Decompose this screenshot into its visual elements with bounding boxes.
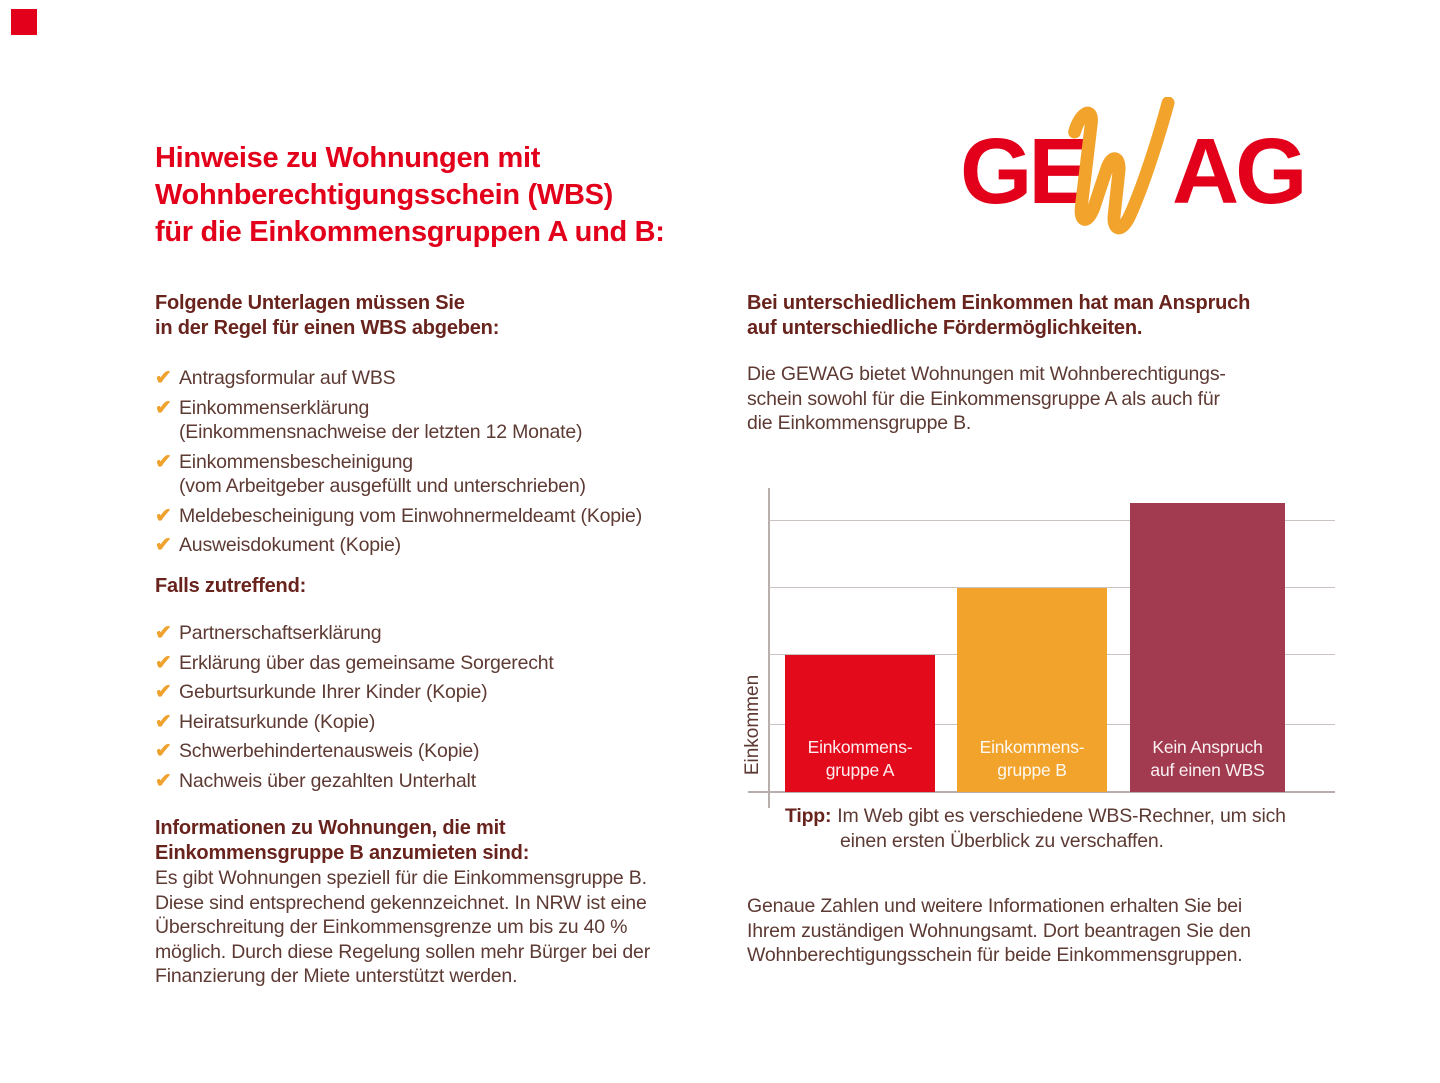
chart-bar-label: Einkommens- gruppe A [807,737,913,780]
check-icon: ✔ [155,396,172,419]
check-icon: ✔ [155,651,172,674]
chart-y-axis-label: Einkommen [742,674,763,776]
logo-text-ge: GE [960,119,1087,223]
section-heading-informationen: Informationen zu Wohnungen, die mit Einkommensgruppe B anzumieten sind: [155,817,530,864]
page-title-line: für die Einkommensgruppen A und B: [155,216,665,248]
checklist-falls-zutreffend [155,621,755,798]
chart-bar-label: Einkommens- gruppe B [979,737,1085,780]
list-item: ✔ Nachweis über gezahlten Unterhalt [155,769,476,792]
gewag-logo [960,97,1305,249]
list-item: ✔ Ausweisdokument (Kopie) [155,534,401,556]
check-icon: ✔ [155,740,172,762]
list-item: ✔ Erklärung über das gemeinsame Sorgerecht [155,651,554,674]
list-item: ✔ Einkommenserklärung (Einkommensnachweise der letzten 12 Monate) [155,396,583,443]
check-icon: ✔ [155,710,172,733]
chart-bar-label: Kein Anspruch auf einen WBS [1150,737,1265,780]
page-title-line: Wohnberechtigungsschein (WBS) [155,179,613,211]
chart-bar-2 [957,588,1107,792]
chart-y-axis-line [768,488,770,808]
check-icon: ✔ [155,504,172,527]
check-icon: ✔ [155,769,172,792]
page-title [155,140,665,251]
list-item: ✔ Antragsformular auf WBS [155,367,396,389]
checklist-unterlagen [155,366,755,563]
check-icon: ✔ [155,622,172,644]
check-icon: ✔ [155,450,172,473]
check-icon: ✔ [155,681,172,703]
paragraph-genaue-zahlen: Genaue Zahlen und weitere Informationen erhalten Sie bei Ihrem zuständigen Wohnungsamt. Dort beantragen Sie den Wohnberechtigungsschein für beide Einkommensgruppen. [747,895,1251,966]
logo-w-icon [1060,97,1178,249]
paragraph-einkommensgruppe-b: Es gibt Wohnungen speziell für die Einkommensgruppe B. Diese sind entsprechend gekennzeichnet. In NRW ist eine Überschreitung der Einkommensgrenze um bis zu 40 % möglich. Durch diese Regelung sollen mehr Bürger bei der Finanzierung der Miete unterstützt werden. [155,867,650,987]
paragraph-gewag-bietet: Die GEWAG bietet Wohnungen mit Wohnberechtigungs- schein sowohl für die Einkommensgruppe A als auch für die Einkommensgruppe B. [747,363,1226,434]
chart-bar-3 [1130,503,1285,792]
list-item: ✔ Einkommensbescheinigung (vom Arbeitgeber ausgefüllt und unterschrieben) [155,450,586,497]
list-item: ✔ Schwerbehindertenausweis (Kopie) [155,740,480,762]
section-heading-anspruch: Bei unterschiedlichem Einkommen hat man Anspruch auf unterschiedliche Fördermöglichkeiten. [747,292,1251,339]
check-icon: ✔ [155,367,172,389]
check-icon: ✔ [155,534,172,556]
corner-square [11,9,37,35]
section-heading-falls-zutreffend: Falls zutreffend: [155,575,307,597]
logo-text-ag: AG [1172,119,1304,223]
list-item: ✔ Partnerschaftserklärung [155,622,382,644]
tip-label: Tipp: [785,805,832,827]
chart-bar-1 [785,655,935,792]
tip-note: Tipp: Im Web gibt es verschiedene WBS-Rechner, um sich einen ersten Überblick zu verschaffen. [785,805,1286,852]
page-title-line: Hinweise zu Wohnungen mit [155,142,541,174]
list-item: ✔ Geburtsurkunde Ihrer Kinder (Kopie) [155,681,488,703]
list-item: ✔ Meldebescheinigung vom Einwohnermeldeamt (Kopie) [155,504,642,527]
section-heading-unterlagen: Folgende Unterlagen müssen Sie in der Regel für einen WBS abgeben: [155,292,500,339]
income-bar-chart [768,488,1335,792]
list-item: ✔ Heiratsurkunde (Kopie) [155,710,376,733]
